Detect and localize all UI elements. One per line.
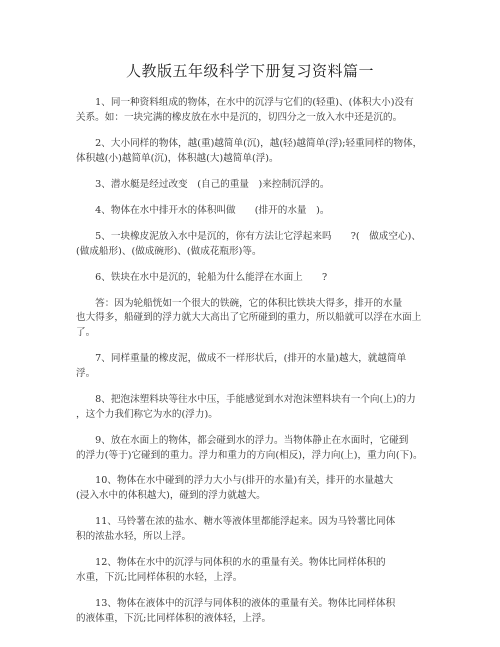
- paragraph-12: 12、物体在水中的沉浮与同体积的水的重量有关。物体比同样体积的 水重，下沉;比同样体积的水轻，上浮。: [76, 557, 386, 583]
- paragraph-6-answer: 答：因为轮船恍如一个很大的铁碗，它的体积比铁块大得多，排开的水量 也大得多，船碰到的浮力就大大高出了它所碰到的重力，所以船就可以浮在水面上 了。: [76, 297, 422, 338]
- paragraph-13: 13、物体在液体中的沉浮与同体积的液体的重量有关。物体比同样体积 的液体重，下沉;比同样体积的液体轻，上浮。: [76, 598, 396, 624]
- document-title: 人教版五年级科学下册复习资料篇一: [125, 62, 374, 80]
- paragraph-1: 1、同一种资料组成的物体，在水中的沉浮与它们的(轻重)、(体积大小)没有 关系。如：一块完满的橡皮放在水中是沉的，切四分之一放入水中还是沉的。: [76, 97, 414, 123]
- paragraph-8: 8、把泡沫塑料块等往水中压，手能感觉到水对泡沫塑料块有一个向(上)的力 ，这个力我们称它为水的(浮力)。: [76, 394, 416, 420]
- paragraph-4: 4、物体在水中排开水的体积叫做 (排开的水量 )。: [76, 204, 330, 216]
- document-body: [76, 96, 428, 626]
- paragraph-5: 5、一块橡皮泥放入水中是沉的，你有方法让它浮起来吗 ?( 做成空心)、 (做成船形)、(做成碗形)、(做成花瓶形)等。: [76, 231, 421, 257]
- paragraph-3: 3、潜水艇是经过改变 (自己的重量 )来控制沉浮的。: [76, 179, 330, 190]
- paragraph-10: 10、物体在水中碰到的浮力大小与(排开的水量)有关，排开的水量越大 (浸入水中的体积越大)，碰到的浮力就越大。: [76, 475, 394, 501]
- paragraph-6: 6、铁块在水中是沉的，轮船为什么能浮在水面上 ?: [76, 272, 328, 283]
- paragraph-7: 7、同样重量的橡皮泥，做成不一样形状后，(排开的水量)越大，就越简单 浮。: [76, 353, 407, 379]
- paragraph-2: 2、大小同样的物体，越(重)越简单(沉)，越(轻)越简单(浮);轻重同样的物体， 体积越(小)越简单(沉)，体积越(大)越简单(浮)。: [76, 138, 423, 164]
- paragraph-11: 11、马铃薯在浓的盐水、糖水等液体里都能浮起来。因为马铃薯比同体 积的浓盐水轻，所以上浮。: [76, 516, 396, 542]
- paragraph-9: 9、放在水面上的物体，都会碰到水的浮力。当物体静止在水面时，它碰到 的浮力(等于)它碰到的重力。浮力和重力的方向(相反)，浮力向(上)，重力向(下)。: [76, 435, 423, 461]
